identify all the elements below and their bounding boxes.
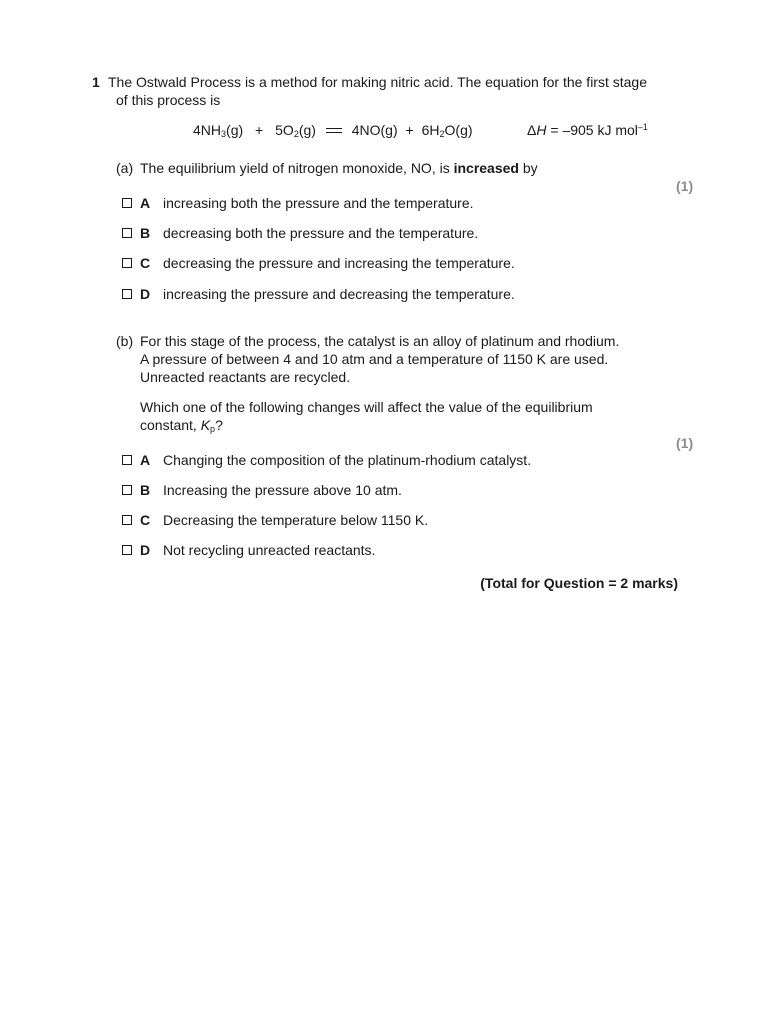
option-text: Not recycling unreacted reactants. xyxy=(163,542,376,558)
stem-text: The equilibrium yield of nitrogen monoxide, NO, is xyxy=(140,160,454,176)
answer-checkbox[interactable] xyxy=(122,485,132,495)
enthalpy-change xyxy=(527,121,648,139)
delta-symbol: Δ xyxy=(527,122,537,138)
option-text: Decreasing the temperature below 1150 K. xyxy=(163,512,429,528)
answer-checkbox[interactable] xyxy=(122,289,132,299)
stem-text: by xyxy=(518,160,538,176)
question-number: 1 xyxy=(92,74,100,90)
part-b-context-line3: Unreacted reactants are recycled. xyxy=(140,369,351,385)
answer-checkbox[interactable] xyxy=(122,515,132,525)
question-intro-line2: of this process is xyxy=(116,92,221,108)
option-letter: A xyxy=(140,452,151,468)
part-b-marks: (1) xyxy=(676,435,694,451)
kp-variable: K xyxy=(200,417,211,433)
option-letter: D xyxy=(140,542,151,558)
answer-checkbox[interactable] xyxy=(122,258,132,268)
option-text: increasing both the pressure and the temperature. xyxy=(163,195,474,211)
part-b-context-line1: For this stage of the process, the catalyst is an alloy of platinum and rhodium. xyxy=(140,333,620,349)
state-symbol: (g) xyxy=(226,122,244,138)
product-nitrogen-monoxide: 4NO(g) xyxy=(351,122,398,138)
option-text: decreasing both the pressure and the temperature. xyxy=(163,225,479,241)
state-symbol: (g) xyxy=(298,122,316,138)
superscript: –1 xyxy=(637,122,648,132)
option-letter: C xyxy=(140,512,151,528)
subscript: 2 xyxy=(439,129,445,139)
answer-checkbox[interactable] xyxy=(122,228,132,238)
chemical-equation xyxy=(193,121,473,139)
equilibrium-arrow-icon xyxy=(326,126,342,136)
subscript: 3 xyxy=(221,129,227,139)
option-letter: B xyxy=(140,225,151,241)
option-letter: A xyxy=(140,195,151,211)
part-b-context-line2: A pressure of between 4 and 10 atm and a temperature of 1150 K are used. xyxy=(140,351,609,367)
reactant-oxygen: 5O xyxy=(275,122,294,138)
option-letter: D xyxy=(140,286,151,302)
enthalpy-value: = –905 kJ mol xyxy=(546,122,638,138)
part-b-question-line2 xyxy=(140,416,223,434)
answer-checkbox[interactable] xyxy=(122,198,132,208)
part-b-label: (b) xyxy=(116,333,134,349)
part-a-marks: (1) xyxy=(676,178,694,194)
part-a-label: (a) xyxy=(116,160,134,176)
state-symbol: O(g) xyxy=(444,122,473,138)
total-marks: (Total for Question = 2 marks) xyxy=(480,575,678,591)
part-a-stem xyxy=(140,159,538,177)
option-text: Increasing the pressure above 10 atm. xyxy=(163,482,402,498)
option-letter: B xyxy=(140,482,151,498)
plus-sign: + xyxy=(255,122,264,138)
reactant-ammonia: 4NH xyxy=(193,122,222,138)
option-letter: C xyxy=(140,255,151,271)
product-water: 6H xyxy=(421,122,440,138)
answer-checkbox[interactable] xyxy=(122,455,132,465)
enthalpy-variable: H xyxy=(536,122,547,138)
answer-checkbox[interactable] xyxy=(122,545,132,555)
stem-emphasis: increased xyxy=(453,160,519,176)
option-text: decreasing the pressure and increasing the temperature. xyxy=(163,255,515,271)
question-intro-line1: The Ostwald Process is a method for making nitric acid. The equation for the first stage xyxy=(108,74,647,90)
option-text: increasing the pressure and decreasing the temperature. xyxy=(163,286,515,302)
plus-sign: + xyxy=(405,122,414,138)
subscript: 2 xyxy=(293,129,299,139)
part-b-question-line1: Which one of the following changes will affect the value of the equilibrium xyxy=(140,399,593,415)
kp-subscript: p xyxy=(210,424,216,434)
question-text: constant, xyxy=(140,417,201,433)
option-text: Changing the composition of the platinum-rhodium catalyst. xyxy=(163,452,532,468)
question-text: ? xyxy=(215,417,223,433)
